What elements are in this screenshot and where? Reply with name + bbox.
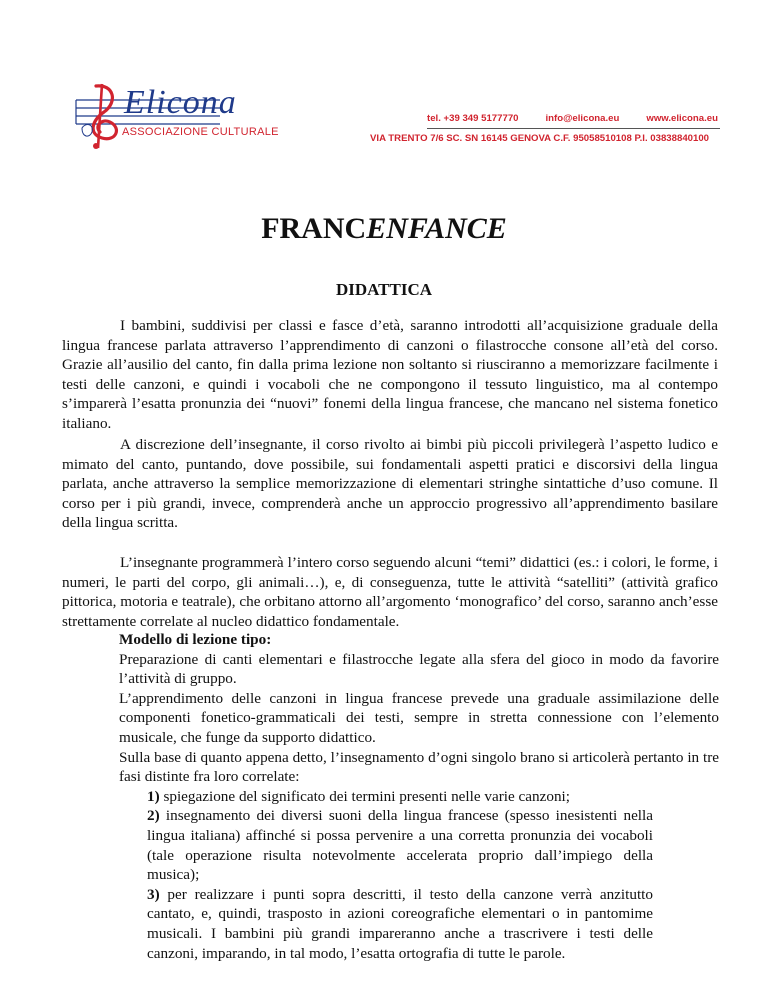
- steps-list: [147, 787, 653, 963]
- title-italic: ENFANCE: [366, 212, 507, 245]
- document-title: [0, 212, 768, 246]
- model-line: Sulla base di quanto appena detto, l’insegnamento d’ogni singolo brano si articolerà pertanto in tre fasi distinte fra loro correlate:: [119, 748, 719, 786]
- step-number: 1): [147, 787, 160, 805]
- model-heading: Modello di lezione tipo:: [119, 631, 272, 648]
- step-number: 2): [147, 807, 160, 825]
- step-item: [147, 806, 653, 884]
- email-address: info@elicona.eu: [545, 113, 620, 124]
- logo-subtitle: ASSOCIAZIONE CULTURALE: [122, 126, 279, 138]
- step-item: [147, 885, 653, 963]
- document-subtitle: DIDATTICA: [335, 280, 433, 299]
- contact-row: [370, 113, 720, 124]
- website-address: www.elicona.eu: [646, 113, 718, 124]
- paragraph-2-block: [62, 435, 718, 533]
- contact-divider: [427, 128, 720, 129]
- step-item: [147, 787, 653, 807]
- contact-block: [370, 113, 720, 144]
- phone-number: tel. +39 349 5177770: [427, 113, 519, 124]
- model-line: L’apprendimento delle canzoni in lingua francese prevede una graduale assimilazione delle componenti fonetico-grammaticali dei testi, sempre in stretta connessione con l’elemento musicale, che funge da supporto didattico.: [119, 689, 719, 746]
- address-line: VIA TRENTO 7/6 SC. SN 16145 GENOVA C.F. 95058510108 P.I. 03838840100: [370, 133, 709, 144]
- paragraph-1-block: [62, 316, 718, 434]
- paragraph: L’insegnante programmerà l’intero corso seguendo alcuni “temi” didattici (es.: i colori, le forme, i numeri, le parti del corpo, gli animali…), e, di conseguenza, tutte le attività “satelliti” (attività grafico pittorica, motoria e teatrale), che orbitano attorno all’argomento ‘monografico’ del corso, saranno anch’esse strettamente correlate al nucleo didattico fondamentale.: [62, 554, 718, 630]
- elicona-logo: [62, 82, 292, 152]
- step-text: spiegazione del significato dei termini presenti nelle varie canzoni;: [159, 787, 570, 805]
- step-text: per realizzare i punti sopra descritti, il testo della canzone verrà anzitutto cantato, e, quindi, trasposto in azioni coreografiche elementari o in pantomime musicali. I bambini più grandi impareranno anche a trascrivere i testi delle canzoni, imparando, in tal modo, l’esatta ortografia di tutte le parole.: [147, 885, 653, 962]
- title-regular: FRANC: [261, 212, 367, 245]
- model-line: Preparazione di canti elementari e filastrocche legate alla sfera del gioco in modo da favorire l’attività di gruppo.: [119, 650, 719, 688]
- logo-wordmark: Elicona: [124, 84, 237, 121]
- paragraph: I bambini, suddivisi per classi e fasce d’età, saranno introdotti all’acquisizione graduale della lingua francese parlata attraverso l’apprendimento di canzoni o filastrocche consone all’età del corso. Grazie all’ausilio del canto, fin dalla prima lezione non soltanto si riusciranno a memorizzare facilmente i testi delle canzoni, e quindi i vocaboli che ne compongono il tessuto linguistico, ma al contempo s’imparerà l’esatta pronunzia dei “nuovi” fonemi della lingua francese, che mancano nel sistema fonetico italiano.: [62, 317, 718, 432]
- letterhead: [0, 0, 768, 160]
- model-lesson-section: [119, 630, 719, 963]
- paragraph-3-block: [62, 553, 718, 631]
- paragraph: A discrezione dell’insegnante, il corso rivolto ai bimbi più piccoli privilegerà l’aspetto ludico e mimato del canto, puntando, dove possibile, sui fondamentali aspetti pratici e discorsivi della lingua parlata, anche attraverso la semplice memorizzazione di elementari stringhe sintattiche d’uso comune. Il corso per i più grandi, invece, comprenderà anche un approccio progressivo all’apprendimento basilare della lingua scritta.: [62, 436, 718, 532]
- step-text: insegnamento dei diversi suoni della lingua francese (spesso inesistenti nella lingua italiana) affinché si possa pervenire a una corretta pronunzia dei vocaboli (tale operazione risulta notevolmente accelerata proprio dall’impiego della musica);: [147, 807, 653, 884]
- step-number: 3): [147, 885, 160, 903]
